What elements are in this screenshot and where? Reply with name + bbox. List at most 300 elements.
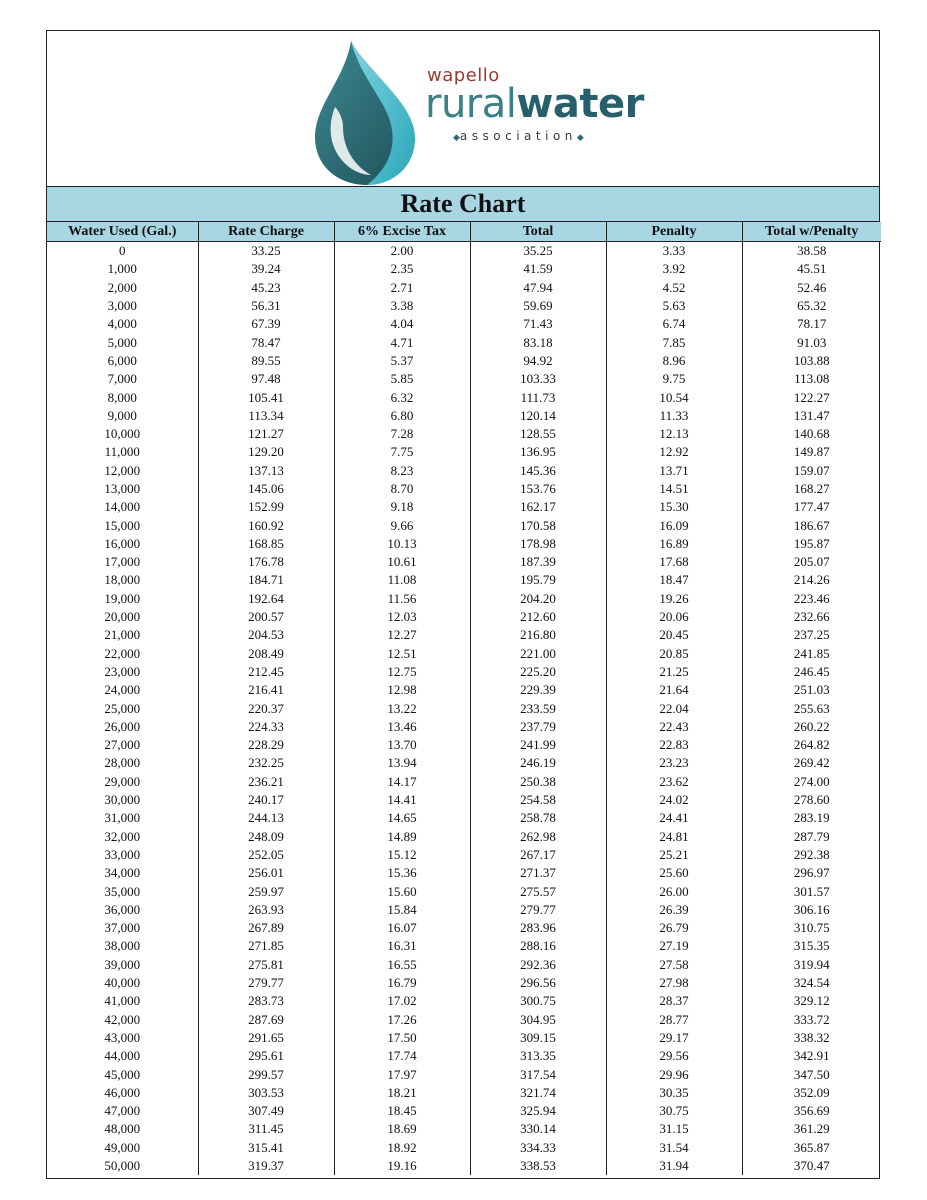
table-row	[47, 1065, 881, 1083]
cell-total-penalty: 131.47	[793, 407, 830, 423]
cell-excise-tax: 13.22	[334, 699, 470, 717]
logo-brand-sub: ◆association◆	[453, 129, 584, 143]
cell-total-penalty: 78.17	[797, 316, 827, 332]
cell-penalty: 18.47	[606, 571, 742, 589]
page-title: Rate Chart	[47, 186, 879, 222]
table-row	[47, 846, 881, 864]
cell-penalty: 21.25	[606, 663, 742, 681]
cell-water-used: 26,000	[47, 718, 198, 736]
table-row	[47, 1047, 881, 1065]
table-row	[47, 425, 881, 443]
cell-total-penalty: 255.63	[793, 700, 830, 716]
cell-rate-charge: 236.21	[198, 773, 334, 791]
cell-penalty: 30.35	[606, 1084, 742, 1102]
cell-penalty: 23.23	[606, 754, 742, 772]
cell-excise-tax: 3.38	[334, 297, 470, 315]
cell-rate-charge: 204.53	[198, 626, 334, 644]
cell-total: 162.17	[470, 498, 606, 516]
cell-excise-tax: 18.69	[334, 1120, 470, 1138]
cell-total-penalty: 292.38	[793, 846, 830, 862]
cell-total: 313.35	[470, 1047, 606, 1065]
cell-water-used: 20,000	[47, 608, 198, 626]
cell-water-used: 44,000	[47, 1047, 198, 1065]
cell-total: 41.59	[470, 260, 606, 278]
table-row	[47, 498, 881, 516]
table-row	[47, 791, 881, 809]
cell-rate-charge: 56.31	[198, 297, 334, 315]
cell-total: 195.79	[470, 571, 606, 589]
cell-total: 216.80	[470, 626, 606, 644]
table-row	[47, 681, 881, 699]
cell-rate-charge: 212.45	[198, 663, 334, 681]
cell-excise-tax: 8.70	[334, 480, 470, 498]
cell-penalty: 12.13	[606, 425, 742, 443]
cell-water-used: 41,000	[47, 992, 198, 1010]
cell-excise-tax: 8.23	[334, 462, 470, 480]
cell-total-penalty: 223.46	[793, 590, 830, 606]
cell-rate-charge: 168.85	[198, 535, 334, 553]
cell-total: 233.59	[470, 699, 606, 717]
cell-excise-tax: 6.32	[334, 388, 470, 406]
cell-water-used: 50,000	[47, 1157, 198, 1175]
cell-excise-tax: 13.70	[334, 736, 470, 754]
table-row	[47, 480, 881, 498]
cell-penalty: 20.06	[606, 608, 742, 626]
cell-penalty: 26.39	[606, 901, 742, 919]
cell-penalty: 15.30	[606, 498, 742, 516]
cell-penalty: 27.58	[606, 956, 742, 974]
table-row	[47, 352, 881, 370]
cell-excise-tax: 5.85	[334, 370, 470, 388]
cell-excise-tax: 11.56	[334, 590, 470, 608]
cell-total: 288.16	[470, 937, 606, 955]
cell-total: 279.77	[470, 901, 606, 919]
table-row	[47, 1139, 881, 1157]
cell-water-used: 7,000	[47, 370, 198, 388]
cell-water-used: 38,000	[47, 937, 198, 955]
cell-excise-tax: 15.60	[334, 882, 470, 900]
cell-excise-tax: 14.65	[334, 809, 470, 827]
cell-total-penalty: 347.50	[793, 1066, 830, 1082]
table-row	[47, 699, 881, 717]
table-row	[47, 974, 881, 992]
cell-excise-tax: 7.75	[334, 443, 470, 461]
cell-total-penalty: 168.27	[793, 481, 830, 496]
cell-penalty: 24.81	[606, 828, 742, 846]
cell-excise-tax: 18.21	[334, 1084, 470, 1102]
cell-water-used: 43,000	[47, 1029, 198, 1047]
table-row	[47, 864, 881, 882]
cell-total-penalty: 274.00	[793, 773, 830, 789]
cell-rate-charge: 303.53	[198, 1084, 334, 1102]
cell-water-used: 14,000	[47, 498, 198, 516]
cell-rate-charge: 129.20	[198, 443, 334, 461]
cell-penalty: 26.79	[606, 919, 742, 937]
cell-water-used: 8,000	[47, 388, 198, 406]
cell-rate-charge: 248.09	[198, 828, 334, 846]
table-row	[47, 443, 881, 461]
logo-brand-main	[425, 81, 644, 127]
cell-water-used: 2,000	[47, 279, 198, 297]
cell-excise-tax: 10.61	[334, 553, 470, 571]
cell-water-used: 3,000	[47, 297, 198, 315]
cell-total-penalty: 91.03	[797, 334, 827, 350]
cell-rate-charge: 252.05	[198, 846, 334, 864]
cell-total-penalty: 140.68	[793, 426, 830, 442]
cell-water-used: 0	[47, 242, 198, 261]
rate-table	[47, 222, 881, 1175]
cell-total: 71.43	[470, 315, 606, 333]
cell-total: 120.14	[470, 407, 606, 425]
cell-excise-tax: 4.04	[334, 315, 470, 333]
cell-excise-tax: 7.28	[334, 425, 470, 443]
cell-total-penalty: 333.72	[793, 1011, 830, 1027]
cell-rate-charge: 295.61	[198, 1047, 334, 1065]
cell-total-penalty: 214.26	[793, 572, 830, 588]
column-header: Rate Charge	[198, 222, 334, 242]
cell-rate-charge: 113.34	[198, 407, 334, 425]
rate-chart-document	[46, 30, 880, 1179]
cell-water-used: 49,000	[47, 1139, 198, 1157]
cell-rate-charge: 240.17	[198, 791, 334, 809]
cell-water-used: 31,000	[47, 809, 198, 827]
cell-excise-tax: 16.79	[334, 974, 470, 992]
cell-penalty: 28.37	[606, 992, 742, 1010]
cell-total-penalty: 159.07	[793, 462, 830, 478]
cell-total: 250.38	[470, 773, 606, 791]
cell-total-penalty: 278.60	[793, 792, 830, 808]
table-row	[47, 626, 881, 644]
table-row	[47, 407, 881, 425]
cell-water-used: 24,000	[47, 681, 198, 699]
cell-excise-tax: 9.66	[334, 516, 470, 534]
cell-penalty: 29.17	[606, 1029, 742, 1047]
cell-rate-charge: 263.93	[198, 901, 334, 919]
cell-excise-tax: 2.00	[334, 242, 470, 261]
cell-total: 111.73	[470, 388, 606, 406]
cell-penalty: 29.96	[606, 1065, 742, 1083]
cell-excise-tax: 16.55	[334, 956, 470, 974]
table-row	[47, 992, 881, 1010]
cell-water-used: 29,000	[47, 773, 198, 791]
cell-water-used: 17,000	[47, 553, 198, 571]
cell-penalty: 22.43	[606, 718, 742, 736]
cell-total-penalty: 324.54	[793, 975, 830, 991]
cell-total: 145.36	[470, 462, 606, 480]
cell-total-penalty: 205.07	[793, 554, 830, 570]
cell-water-used: 4,000	[47, 315, 198, 333]
cell-total-penalty: 251.03	[793, 682, 830, 698]
cell-total: 241.99	[470, 736, 606, 754]
table-row	[47, 828, 881, 846]
cell-water-used: 34,000	[47, 864, 198, 882]
cell-excise-tax: 12.27	[334, 626, 470, 644]
cell-total-penalty: 329.12	[793, 993, 830, 1009]
cell-rate-charge: 39.24	[198, 260, 334, 278]
table-row	[47, 1084, 881, 1102]
cell-water-used: 12,000	[47, 462, 198, 480]
cell-penalty: 31.15	[606, 1120, 742, 1138]
cell-water-used: 22,000	[47, 645, 198, 663]
cell-total-penalty: 356.69	[793, 1103, 830, 1119]
cell-total-penalty: 149.87	[793, 444, 830, 460]
cell-total-penalty: 296.97	[793, 865, 830, 881]
logo-header	[47, 31, 879, 187]
cell-penalty: 28.77	[606, 1010, 742, 1028]
cell-water-used: 21,000	[47, 626, 198, 644]
cell-total: 258.78	[470, 809, 606, 827]
cell-rate-charge: 220.37	[198, 699, 334, 717]
cell-water-used: 33,000	[47, 846, 198, 864]
cell-total-penalty: 365.87	[793, 1139, 830, 1155]
table-row	[47, 608, 881, 626]
cell-excise-tax: 16.07	[334, 919, 470, 937]
cell-total: 300.75	[470, 992, 606, 1010]
cell-rate-charge: 45.23	[198, 279, 334, 297]
cell-penalty: 21.64	[606, 681, 742, 699]
cell-total: 153.76	[470, 480, 606, 498]
cell-total: 330.14	[470, 1120, 606, 1138]
cell-rate-charge: 319.37	[198, 1157, 334, 1175]
cell-rate-charge: 244.13	[198, 809, 334, 827]
cell-total: 338.53	[470, 1157, 606, 1175]
cell-total: 304.95	[470, 1010, 606, 1028]
cell-penalty: 3.92	[606, 260, 742, 278]
cell-total-penalty: 246.45	[793, 663, 830, 679]
cell-water-used: 25,000	[47, 699, 198, 717]
cell-excise-tax: 19.16	[334, 1157, 470, 1175]
cell-total: 221.00	[470, 645, 606, 663]
cell-penalty: 3.33	[606, 242, 742, 261]
table-row	[47, 260, 881, 278]
column-header: Water Used (Gal.)	[47, 222, 198, 242]
water-drop-icon	[305, 39, 423, 187]
cell-penalty: 22.83	[606, 736, 742, 754]
cell-total: 47.94	[470, 279, 606, 297]
cell-total-penalty: 260.22	[793, 718, 830, 734]
cell-penalty: 8.96	[606, 352, 742, 370]
cell-penalty: 25.60	[606, 864, 742, 882]
table-row	[47, 1157, 881, 1175]
cell-rate-charge: 224.33	[198, 718, 334, 736]
cell-total-penalty: 269.42	[793, 755, 830, 771]
table-row	[47, 754, 881, 772]
table-row	[47, 1120, 881, 1138]
cell-excise-tax: 17.97	[334, 1065, 470, 1083]
table-row	[47, 370, 881, 388]
table-row	[47, 553, 881, 571]
cell-water-used: 39,000	[47, 956, 198, 974]
cell-total: 187.39	[470, 553, 606, 571]
table-row	[47, 297, 881, 315]
cell-penalty: 6.74	[606, 315, 742, 333]
cell-total: 229.39	[470, 681, 606, 699]
table-row	[47, 462, 881, 480]
table-row	[47, 388, 881, 406]
cell-rate-charge: 287.69	[198, 1010, 334, 1028]
cell-penalty: 5.63	[606, 297, 742, 315]
cell-penalty: 17.68	[606, 553, 742, 571]
cell-total-penalty: 45.51	[797, 261, 827, 277]
cell-water-used: 19,000	[47, 590, 198, 608]
cell-water-used: 23,000	[47, 663, 198, 681]
table-row	[47, 571, 881, 589]
cell-penalty: 11.33	[606, 407, 742, 425]
cell-total: 325.94	[470, 1102, 606, 1120]
cell-total: 128.55	[470, 425, 606, 443]
cell-rate-charge: 137.13	[198, 462, 334, 480]
cell-total: 296.56	[470, 974, 606, 992]
cell-water-used: 35,000	[47, 882, 198, 900]
table-row	[47, 919, 881, 937]
table-row	[47, 315, 881, 333]
cell-excise-tax: 17.74	[334, 1047, 470, 1065]
cell-total: 178.98	[470, 535, 606, 553]
cell-penalty: 16.09	[606, 516, 742, 534]
cell-rate-charge: 283.73	[198, 992, 334, 1010]
cell-total: 254.58	[470, 791, 606, 809]
cell-total: 309.15	[470, 1029, 606, 1047]
table-row	[47, 516, 881, 534]
logo-brand-water: water	[516, 81, 644, 127]
cell-total: 262.98	[470, 828, 606, 846]
cell-rate-charge: 307.49	[198, 1102, 334, 1120]
cell-water-used: 11,000	[47, 443, 198, 461]
cell-excise-tax: 18.45	[334, 1102, 470, 1120]
cell-penalty: 23.62	[606, 773, 742, 791]
cell-total: 321.74	[470, 1084, 606, 1102]
table-row	[47, 718, 881, 736]
cell-water-used: 46,000	[47, 1084, 198, 1102]
cell-penalty: 31.54	[606, 1139, 742, 1157]
cell-water-used: 36,000	[47, 901, 198, 919]
cell-water-used: 42,000	[47, 1010, 198, 1028]
cell-total: 334.33	[470, 1139, 606, 1157]
cell-penalty: 4.52	[606, 279, 742, 297]
cell-water-used: 32,000	[47, 828, 198, 846]
cell-rate-charge: 78.47	[198, 333, 334, 351]
cell-rate-charge: 279.77	[198, 974, 334, 992]
table-row	[47, 1010, 881, 1028]
cell-water-used: 6,000	[47, 352, 198, 370]
cell-excise-tax: 12.98	[334, 681, 470, 699]
cell-rate-charge: 97.48	[198, 370, 334, 388]
cell-rate-charge: 160.92	[198, 516, 334, 534]
cell-water-used: 37,000	[47, 919, 198, 937]
table-row	[47, 1102, 881, 1120]
cell-rate-charge: 121.27	[198, 425, 334, 443]
cell-total: 275.57	[470, 882, 606, 900]
cell-penalty: 24.02	[606, 791, 742, 809]
cell-total-penalty: 103.88	[793, 352, 830, 368]
cell-water-used: 16,000	[47, 535, 198, 553]
cell-rate-charge: 291.65	[198, 1029, 334, 1047]
cell-penalty: 12.92	[606, 443, 742, 461]
cell-excise-tax: 12.03	[334, 608, 470, 626]
cell-total-penalty: 283.19	[793, 810, 830, 826]
logo-brand-top: wapello	[427, 65, 500, 86]
cell-total-penalty: 306.16	[793, 901, 830, 917]
table-row	[47, 279, 881, 297]
table-row	[47, 956, 881, 974]
cell-excise-tax: 14.17	[334, 773, 470, 791]
cell-rate-charge: 33.25	[198, 242, 334, 261]
cell-total: 237.79	[470, 718, 606, 736]
cell-water-used: 9,000	[47, 407, 198, 425]
cell-total-penalty: 370.47	[793, 1157, 830, 1173]
cell-rate-charge: 152.99	[198, 498, 334, 516]
cell-excise-tax: 2.35	[334, 260, 470, 278]
table-header-row	[47, 222, 881, 242]
cell-total: 212.60	[470, 608, 606, 626]
table-row	[47, 645, 881, 663]
cell-excise-tax: 16.31	[334, 937, 470, 955]
cell-penalty: 19.26	[606, 590, 742, 608]
cell-rate-charge: 192.64	[198, 590, 334, 608]
cell-total-penalty: 113.08	[794, 371, 830, 387]
cell-rate-charge: 200.57	[198, 608, 334, 626]
cell-total-penalty: 195.87	[793, 535, 830, 551]
cell-penalty: 30.75	[606, 1102, 742, 1120]
cell-water-used: 40,000	[47, 974, 198, 992]
table-row	[47, 590, 881, 608]
cell-rate-charge: 259.97	[198, 882, 334, 900]
cell-excise-tax: 9.18	[334, 498, 470, 516]
table-row	[47, 333, 881, 351]
cell-water-used: 5,000	[47, 333, 198, 351]
cell-penalty: 31.94	[606, 1157, 742, 1175]
column-header: Total	[470, 222, 606, 242]
cell-penalty: 27.19	[606, 937, 742, 955]
cell-total-penalty: 310.75	[793, 920, 830, 936]
cell-total-penalty: 342.91	[793, 1048, 830, 1064]
cell-rate-charge: 267.89	[198, 919, 334, 937]
cell-total-penalty: 338.32	[793, 1029, 830, 1045]
cell-total-penalty: 361.29	[793, 1121, 830, 1137]
cell-total: 35.25	[470, 242, 606, 261]
table-row	[47, 882, 881, 900]
cell-rate-charge: 228.29	[198, 736, 334, 754]
cell-rate-charge: 275.81	[198, 956, 334, 974]
cell-total-penalty: 232.66	[793, 609, 830, 625]
cell-total-penalty: 52.46	[797, 279, 827, 295]
cell-water-used: 10,000	[47, 425, 198, 443]
cell-rate-charge: 256.01	[198, 864, 334, 882]
cell-water-used: 45,000	[47, 1065, 198, 1083]
column-header: Total w/Penalty	[742, 222, 881, 242]
table-row	[47, 242, 881, 261]
cell-rate-charge: 315.41	[198, 1139, 334, 1157]
cell-penalty: 10.54	[606, 388, 742, 406]
cell-total: 317.54	[470, 1065, 606, 1083]
cell-excise-tax: 12.75	[334, 663, 470, 681]
cell-rate-charge: 311.45	[198, 1120, 334, 1138]
cell-water-used: 1,000	[47, 260, 198, 278]
cell-rate-charge: 271.85	[198, 937, 334, 955]
cell-excise-tax: 15.12	[334, 846, 470, 864]
table-row	[47, 937, 881, 955]
cell-total: 103.33	[470, 370, 606, 388]
cell-excise-tax: 5.37	[334, 352, 470, 370]
table-row	[47, 901, 881, 919]
cell-total: 59.69	[470, 297, 606, 315]
cell-total-penalty: 301.57	[793, 883, 830, 899]
cell-rate-charge: 299.57	[198, 1065, 334, 1083]
cell-total: 283.96	[470, 919, 606, 937]
table-body	[47, 242, 881, 1176]
cell-rate-charge: 67.39	[198, 315, 334, 333]
table-row	[47, 1029, 881, 1047]
